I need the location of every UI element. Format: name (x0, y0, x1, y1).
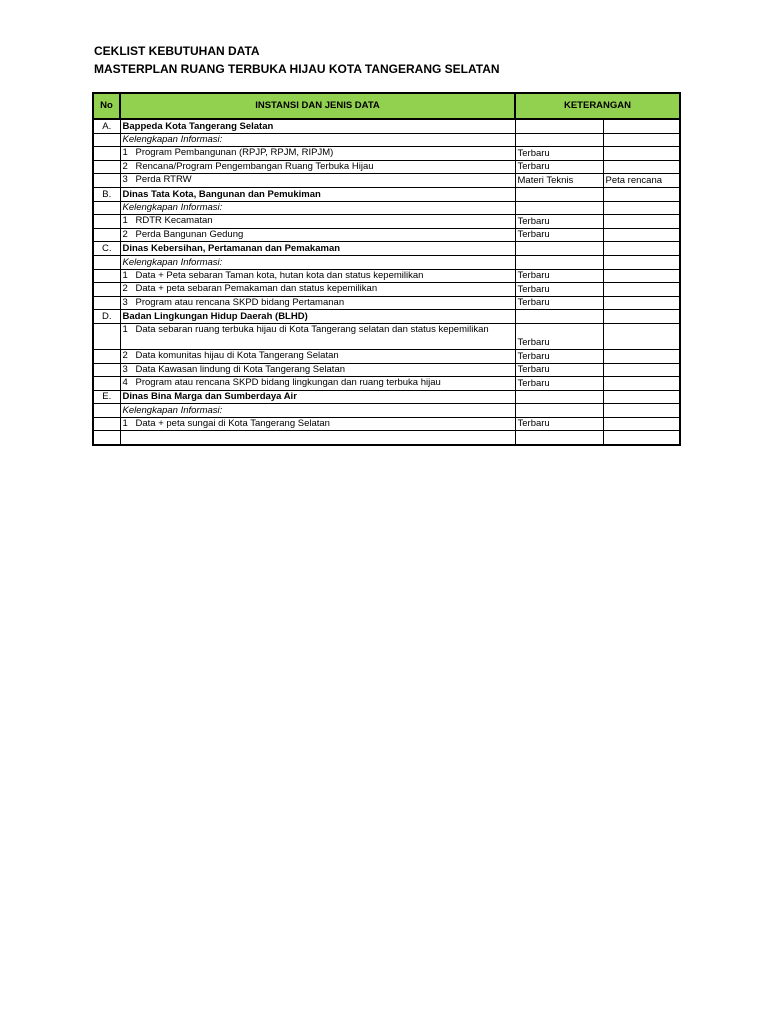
keterangan-1: Terbaru (515, 296, 603, 310)
table-row (93, 296, 680, 310)
table-row (93, 417, 680, 431)
table-row (93, 390, 680, 404)
data-item (120, 269, 515, 283)
row-no (93, 417, 120, 431)
row-no: C. (93, 242, 120, 256)
keterangan-1 (515, 310, 603, 324)
data-item (120, 349, 515, 363)
item-text: Perda RTRW (135, 174, 192, 186)
keterangan-1 (515, 404, 603, 418)
table-row (93, 215, 680, 229)
table-body (93, 119, 680, 445)
section-title: Dinas Bina Marga dan Sumberdaya Air (120, 390, 515, 404)
item-number: 3 (122, 363, 128, 375)
keterangan-2 (603, 431, 680, 445)
table-row (93, 310, 680, 324)
data-item (120, 363, 515, 377)
data-item (120, 174, 515, 188)
keterangan-2 (603, 147, 680, 161)
keterangan-1: Terbaru (515, 377, 603, 391)
data-item (120, 160, 515, 174)
keterangan-1: Terbaru (515, 323, 603, 349)
data-checklist-table (92, 92, 681, 446)
item-number: 4 (122, 377, 128, 389)
keterangan-2 (603, 363, 680, 377)
keterangan-1: Terbaru (515, 363, 603, 377)
row-no (93, 431, 120, 445)
item-text: Perda Bangunan Gedung (135, 228, 244, 240)
row-no (93, 215, 120, 229)
section-title: Dinas Tata Kota, Bangunan dan Pemukiman (120, 187, 515, 201)
table-row (93, 160, 680, 174)
row-no: B. (93, 187, 120, 201)
keterangan-1 (515, 390, 603, 404)
data-item (120, 147, 515, 161)
document-subtitle: MASTERPLAN RUANG TERBUKA HIJAU KOTA TANGERANG SELATAN (94, 62, 500, 76)
table-row (93, 228, 680, 242)
keterangan-1 (515, 133, 603, 147)
keterangan-2 (603, 187, 680, 201)
header-keterangan: KETERANGAN (515, 93, 680, 119)
table-row (93, 174, 680, 188)
data-item (120, 283, 515, 297)
table-row (93, 269, 680, 283)
row-no: A. (93, 119, 120, 133)
data-item (120, 323, 515, 349)
subsection-label: Kelengkapan Informasi: (120, 133, 515, 147)
row-no (93, 363, 120, 377)
data-item (120, 215, 515, 229)
item-text: RDTR Kecamatan (135, 215, 213, 227)
table-row (93, 349, 680, 363)
keterangan-1 (515, 242, 603, 256)
table-row (93, 363, 680, 377)
table-row (93, 255, 680, 269)
row-no: D. (93, 310, 120, 324)
keterangan-1 (515, 187, 603, 201)
keterangan-2 (603, 323, 680, 349)
item-number: 3 (122, 296, 128, 308)
item-number: 2 (122, 228, 128, 240)
table-row (93, 133, 680, 147)
keterangan-2 (603, 242, 680, 256)
item-number: 2 (122, 349, 128, 361)
item-number: 1 (122, 417, 128, 429)
document-title: CEKLIST KEBUTUHAN DATA (94, 44, 260, 58)
item-text: Data Kawasan lindung di Kota Tangerang Selatan (135, 363, 346, 375)
item-number: 1 (122, 323, 128, 335)
table-row (93, 201, 680, 215)
keterangan-1 (515, 201, 603, 215)
blank-cell (120, 431, 515, 445)
item-number: 2 (122, 283, 128, 295)
row-no (93, 255, 120, 269)
item-text: Data sebaran ruang terbuka hijau di Kota Tangerang selatan dan status kepemilikan (135, 323, 489, 335)
keterangan-2 (603, 215, 680, 229)
keterangan-2 (603, 349, 680, 363)
table-row (93, 431, 680, 445)
keterangan-2 (603, 255, 680, 269)
row-no (93, 201, 120, 215)
keterangan-1 (515, 255, 603, 269)
keterangan-2 (603, 310, 680, 324)
item-number: 2 (122, 160, 128, 172)
table-row (93, 187, 680, 201)
keterangan-2 (603, 160, 680, 174)
row-no (93, 404, 120, 418)
keterangan-1: Terbaru (515, 349, 603, 363)
item-number: 1 (122, 147, 128, 159)
keterangan-2 (603, 228, 680, 242)
row-no (93, 228, 120, 242)
item-number: 1 (122, 269, 128, 281)
row-no (93, 323, 120, 349)
row-no (93, 377, 120, 391)
row-no (93, 174, 120, 188)
subsection-label: Kelengkapan Informasi: (120, 201, 515, 215)
table-row (93, 377, 680, 391)
keterangan-2 (603, 133, 680, 147)
row-no (93, 147, 120, 161)
header-instansi: INSTANSI DAN JENIS DATA (120, 93, 515, 119)
table-row (93, 323, 680, 349)
keterangan-1: Materi Teknis (515, 174, 603, 188)
table-row (93, 242, 680, 256)
keterangan-2 (603, 417, 680, 431)
keterangan-1 (515, 119, 603, 133)
keterangan-1: Terbaru (515, 417, 603, 431)
row-no (93, 269, 120, 283)
header-no: No (93, 93, 120, 119)
keterangan-1: Terbaru (515, 283, 603, 297)
row-no (93, 133, 120, 147)
row-no: E. (93, 390, 120, 404)
keterangan-1 (515, 431, 603, 445)
table-row (93, 119, 680, 133)
item-text: Program atau rencana SKPD bidang Pertamanan (135, 296, 345, 308)
row-no (93, 160, 120, 174)
keterangan-2 (603, 296, 680, 310)
keterangan-2 (603, 269, 680, 283)
section-title: Dinas Kebersihan, Pertamanan dan Pemakaman (120, 242, 515, 256)
table-row (93, 147, 680, 161)
keterangan-1: Terbaru (515, 215, 603, 229)
data-item (120, 377, 515, 391)
table-header-row (93, 93, 680, 119)
keterangan-2 (603, 377, 680, 391)
section-title: Bappeda Kota Tangerang Selatan (120, 119, 515, 133)
table-row (93, 404, 680, 418)
keterangan-2 (603, 283, 680, 297)
item-text: Data komunitas hijau di Kota Tangerang Selatan (135, 349, 339, 361)
subsection-label: Kelengkapan Informasi: (120, 404, 515, 418)
row-no (93, 283, 120, 297)
item-number: 3 (122, 174, 128, 186)
keterangan-1: Terbaru (515, 228, 603, 242)
subsection-label: Kelengkapan Informasi: (120, 255, 515, 269)
keterangan-2 (603, 201, 680, 215)
keterangan-2: Peta rencana (603, 174, 680, 188)
data-item (120, 228, 515, 242)
table-row (93, 283, 680, 297)
row-no (93, 296, 120, 310)
section-title: Badan Lingkungan Hidup Daerah (BLHD) (120, 310, 515, 324)
keterangan-2 (603, 390, 680, 404)
item-text: Program atau rencana SKPD bidang lingkungan dan ruang terbuka hijau (135, 377, 441, 389)
keterangan-2 (603, 404, 680, 418)
row-no (93, 349, 120, 363)
data-item (120, 417, 515, 431)
item-text: Rencana/Program Pengembangan Ruang Terbuka Hijau (135, 160, 374, 172)
keterangan-1: Terbaru (515, 160, 603, 174)
item-text: Data + Peta sebaran Taman kota, hutan kota dan status kepemilikan (135, 269, 424, 281)
keterangan-1: Terbaru (515, 269, 603, 283)
keterangan-2 (603, 119, 680, 133)
item-text: Data + peta sebaran Pemakaman dan status kepemilikan (135, 283, 378, 295)
data-item (120, 296, 515, 310)
keterangan-1: Terbaru (515, 147, 603, 161)
item-text: Program Pembangunan (RPJP, RPJM, RIPJM) (135, 147, 334, 159)
item-text: Data + peta sungai di Kota Tangerang Selatan (135, 417, 330, 429)
item-number: 1 (122, 215, 128, 227)
